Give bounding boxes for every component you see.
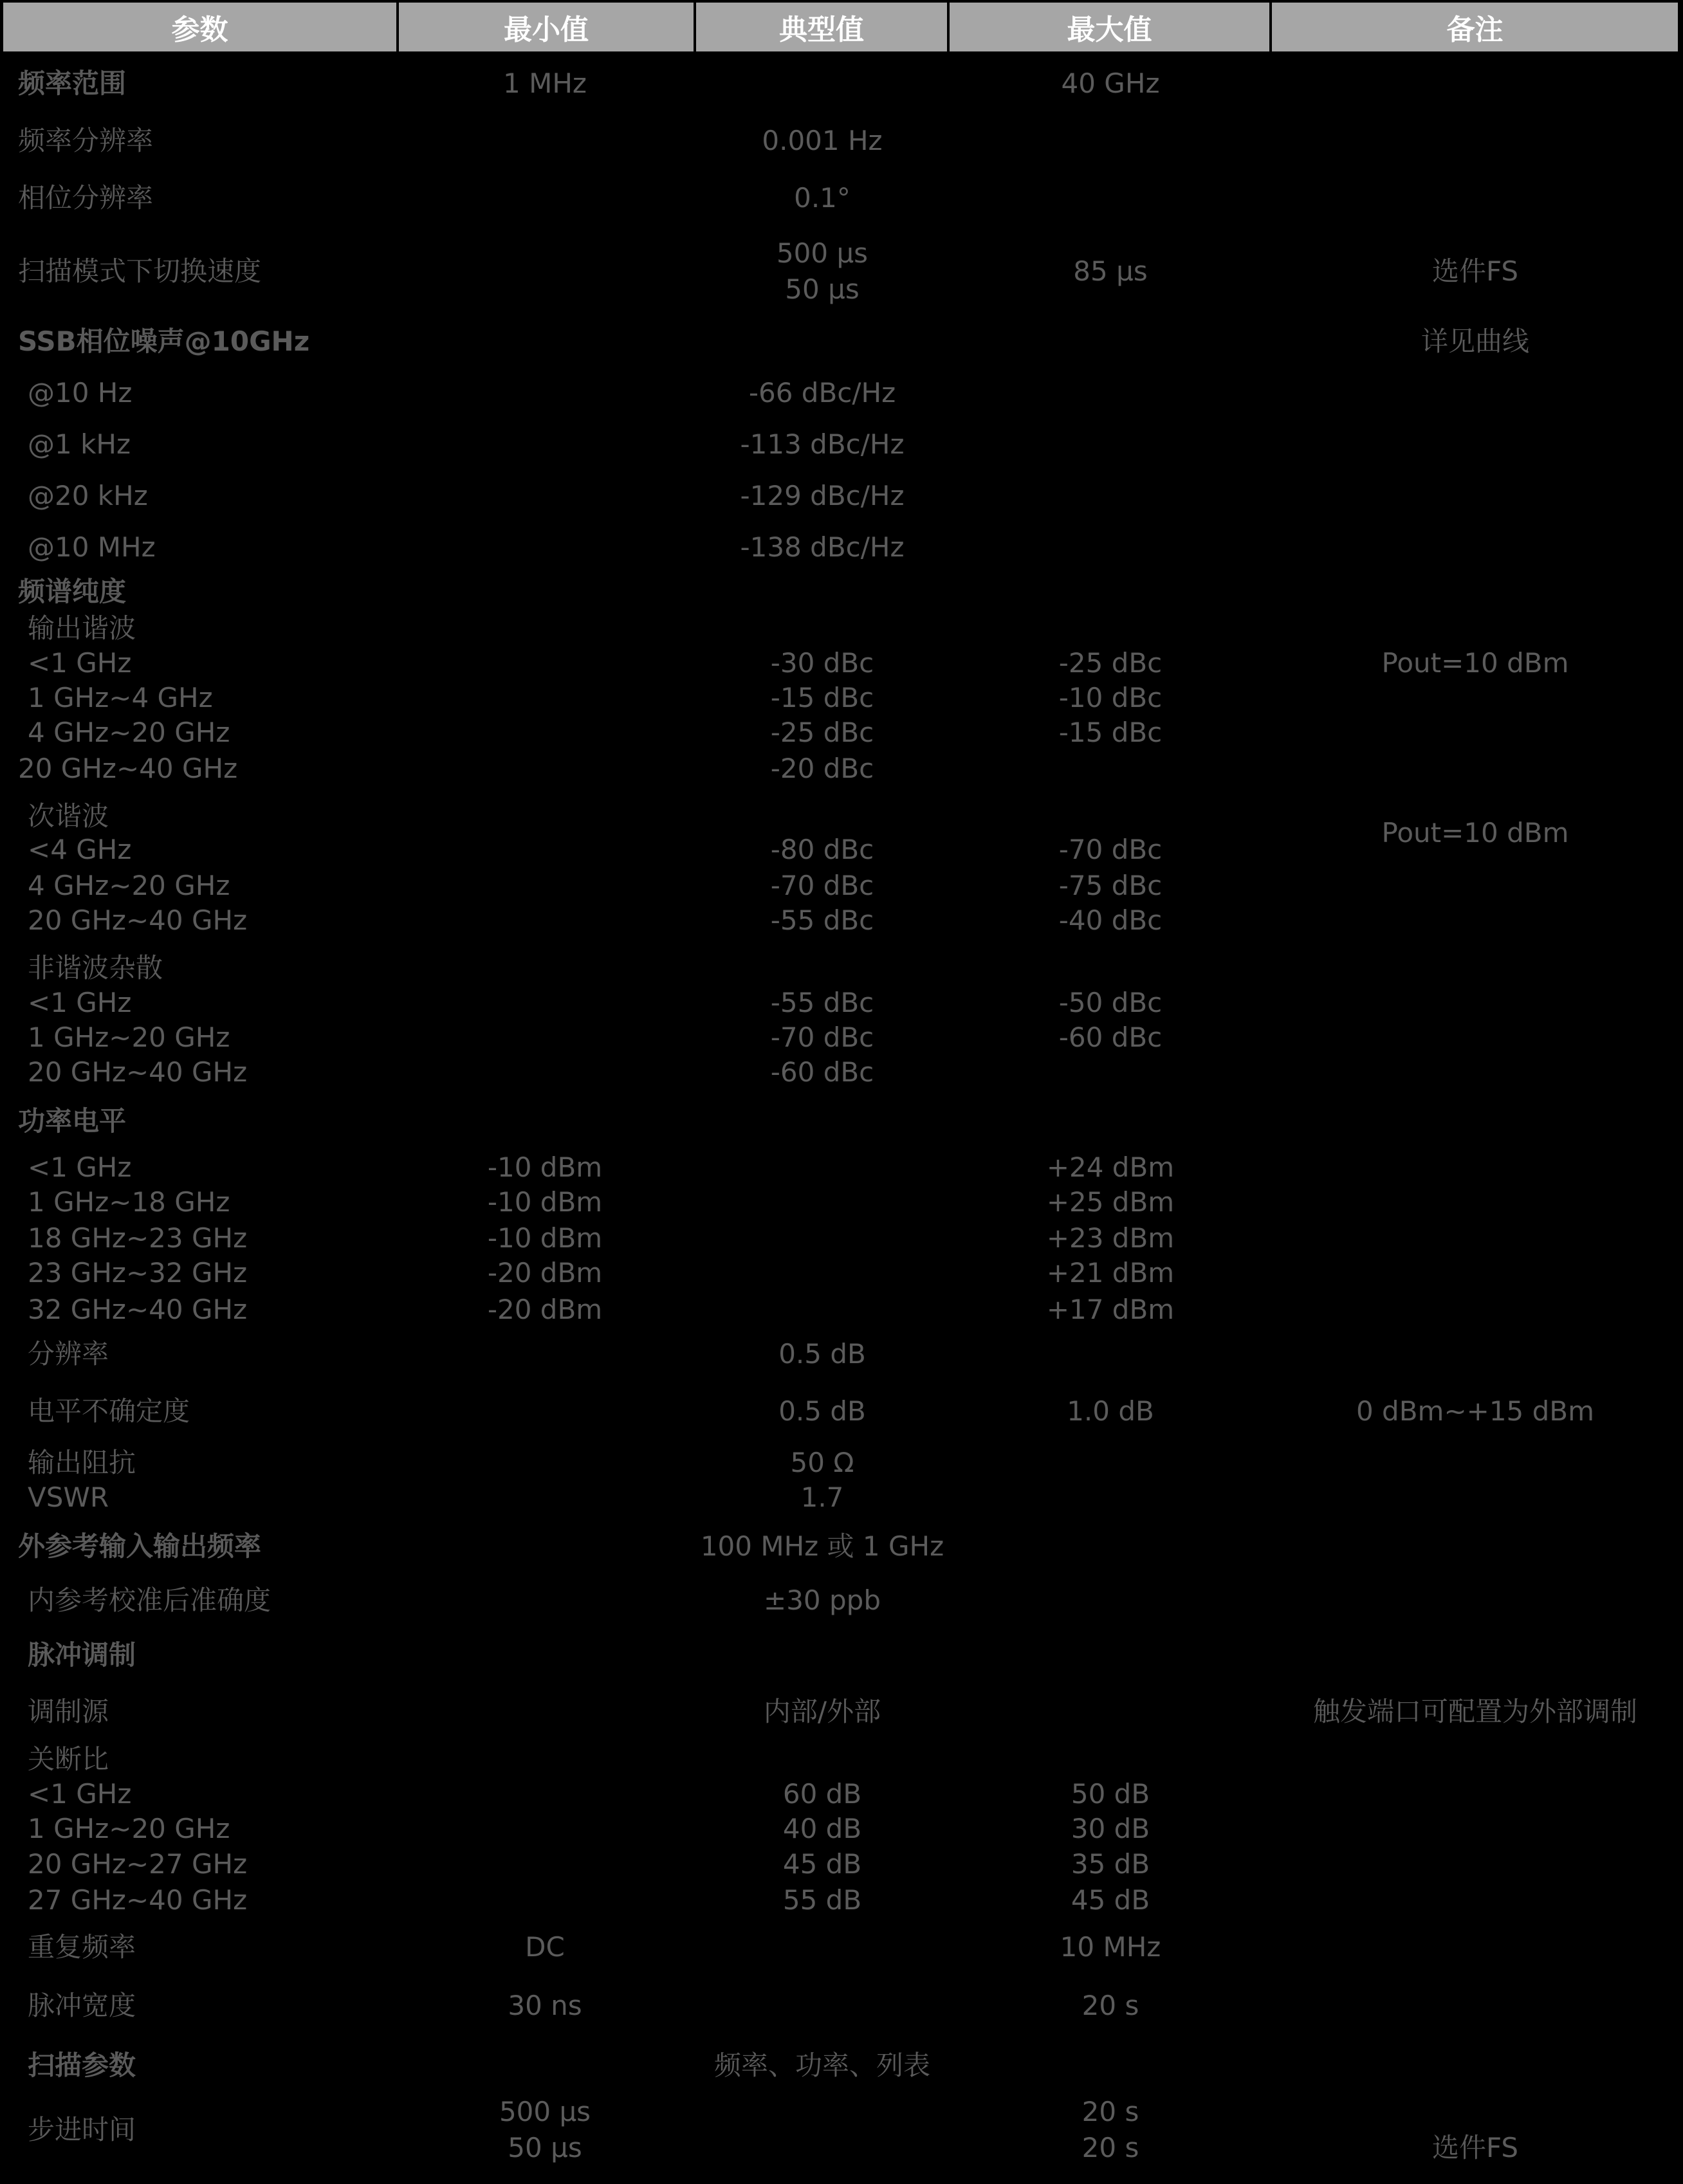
cell-typ: 0.001 Hz bbox=[762, 125, 883, 156]
param-label: 1 GHz~20 GHz bbox=[28, 1813, 230, 1844]
cell-max: -15 dBc bbox=[1058, 717, 1163, 748]
param-label: 频谱纯度 bbox=[18, 576, 127, 607]
param-label: 外参考输入输出频率 bbox=[18, 1530, 262, 1562]
param-label: 1 GHz~20 GHz bbox=[28, 1022, 230, 1053]
param-label: 32 GHz~40 GHz bbox=[28, 1294, 248, 1325]
cell-typ: 50 μs bbox=[785, 273, 860, 305]
cell-max: -50 dBc bbox=[1058, 987, 1163, 1018]
param-label: 1 GHz~18 GHz bbox=[28, 1186, 230, 1218]
param-label: <1 GHz bbox=[28, 1778, 132, 1810]
param-label: 脉冲调制 bbox=[28, 1639, 136, 1671]
cell-max: -40 dBc bbox=[1058, 904, 1163, 936]
param-label: 调制源 bbox=[28, 1696, 109, 1727]
param-label: 相位分辨率 bbox=[18, 182, 154, 214]
header-max: 最大值 bbox=[950, 3, 1269, 51]
cell-typ: 0.5 dB bbox=[778, 1395, 866, 1427]
cell-max: 45 dB bbox=[1071, 1884, 1150, 1916]
cell-max: -60 dBc bbox=[1058, 1022, 1163, 1053]
cell-typ: 40 dB bbox=[782, 1813, 862, 1844]
cell-typ: 45 dB bbox=[782, 1848, 862, 1880]
param-label: VSWR bbox=[28, 1482, 109, 1513]
param-label: 4 GHz~20 GHz bbox=[28, 870, 230, 901]
param-label: 20 GHz~40 GHz bbox=[18, 753, 238, 784]
cell-max: 50 dB bbox=[1071, 1778, 1150, 1810]
cell-max: -70 dBc bbox=[1058, 834, 1163, 865]
cell-typ: -20 dBc bbox=[770, 753, 874, 784]
cell-max: +17 dBm bbox=[1046, 1294, 1175, 1325]
cell-max: 30 dB bbox=[1071, 1813, 1150, 1844]
cell-note: 详见曲线 bbox=[1421, 326, 1530, 357]
param-label: 非谐波杂散 bbox=[28, 952, 163, 984]
param-label: 脉冲宽度 bbox=[28, 1990, 136, 2021]
cell-max: 40 GHz bbox=[1061, 68, 1160, 99]
cell-typ: 0.5 dB bbox=[778, 1338, 866, 1370]
cell-min: -10 dBm bbox=[487, 1222, 603, 1254]
cell-note: 选件FS bbox=[1431, 255, 1519, 287]
cell-typ: 0.1° bbox=[794, 182, 851, 214]
cell-max: +21 dBm bbox=[1046, 1257, 1175, 1289]
param-label: <1 GHz bbox=[28, 1152, 132, 1183]
param-label: SSB相位噪声@10GHz bbox=[18, 326, 310, 357]
param-label: 功率电平 bbox=[18, 1105, 127, 1137]
cell-typ: 1.7 bbox=[800, 1482, 844, 1513]
cell-note: 0 dBm~+15 dBm bbox=[1356, 1395, 1595, 1427]
cell-max: 10 MHz bbox=[1060, 1931, 1161, 1963]
param-label: 23 GHz~32 GHz bbox=[28, 1257, 248, 1289]
param-label: 1 GHz~4 GHz bbox=[28, 682, 213, 713]
param-label: 扫描模式下切换速度 bbox=[18, 255, 262, 287]
cell-typ: 55 dB bbox=[782, 1884, 862, 1916]
cell-min: 50 μs bbox=[508, 2132, 582, 2163]
header-param: 参数 bbox=[3, 3, 396, 51]
cell-min: DC bbox=[525, 1931, 565, 1963]
cell-max: -25 dBc bbox=[1058, 647, 1163, 679]
cell-max: +24 dBm bbox=[1046, 1152, 1175, 1183]
cell-max: +23 dBm bbox=[1046, 1222, 1175, 1254]
param-label: 18 GHz~23 GHz bbox=[28, 1222, 248, 1254]
cell-typ: -70 dBc bbox=[770, 870, 874, 901]
param-label: 分辨率 bbox=[28, 1338, 109, 1370]
param-label: 内参考校准后准确度 bbox=[28, 1584, 271, 1616]
cell-min: -10 dBm bbox=[487, 1152, 603, 1183]
cell-min: 500 μs bbox=[499, 2096, 591, 2127]
param-label: 20 GHz~27 GHz bbox=[28, 1848, 248, 1880]
cell-typ: 100 MHz 或 1 GHz bbox=[700, 1530, 944, 1562]
cell-min: 1 MHz bbox=[503, 68, 587, 99]
param-label: 4 GHz~20 GHz bbox=[28, 717, 230, 748]
param-label: 电平不确定度 bbox=[28, 1395, 190, 1427]
cell-max: 20 s bbox=[1081, 2132, 1139, 2163]
cell-typ: 60 dB bbox=[782, 1778, 862, 1810]
cell-typ: -60 dBc bbox=[770, 1056, 874, 1088]
cell-typ: -15 dBc bbox=[770, 682, 874, 713]
cell-typ: -55 dBc bbox=[770, 904, 874, 936]
cell-max: 1.0 dB bbox=[1067, 1395, 1154, 1427]
param-label: 扫描参数 bbox=[28, 2050, 136, 2081]
cell-min: -20 dBm bbox=[487, 1294, 603, 1325]
param-label: 重复频率 bbox=[28, 1931, 136, 1963]
cell-typ: -66 dBc/Hz bbox=[748, 377, 896, 408]
cell-note: Pout=10 dBm bbox=[1381, 647, 1569, 679]
cell-typ: ±30 ppb bbox=[764, 1584, 881, 1616]
cell-typ: -138 dBc/Hz bbox=[740, 531, 905, 563]
param-label: <1 GHz bbox=[28, 987, 132, 1018]
param-label: 27 GHz~40 GHz bbox=[28, 1884, 248, 1916]
cell-typ: -129 dBc/Hz bbox=[740, 480, 905, 511]
cell-typ: -30 dBc bbox=[770, 647, 874, 679]
param-label: 频率范围 bbox=[18, 68, 127, 99]
param-label: @1 kHz bbox=[28, 428, 131, 460]
param-label: 20 GHz~40 GHz bbox=[28, 1056, 248, 1088]
header-note: 备注 bbox=[1272, 3, 1678, 51]
param-label: @10 Hz bbox=[28, 377, 133, 408]
cell-max: -75 dBc bbox=[1058, 870, 1163, 901]
cell-typ: 频率、功率、列表 bbox=[713, 2050, 931, 2081]
param-label: <1 GHz bbox=[28, 647, 132, 679]
header-typ: 典型值 bbox=[696, 3, 947, 51]
cell-typ: 50 Ω bbox=[790, 1447, 854, 1478]
cell-typ: 内部/外部 bbox=[763, 1696, 881, 1727]
param-label: 关断比 bbox=[28, 1743, 109, 1775]
param-label: @20 kHz bbox=[28, 480, 148, 511]
param-label: 输出谐波 bbox=[28, 612, 136, 644]
param-label: 频率分辨率 bbox=[18, 125, 154, 156]
cell-typ: -80 dBc bbox=[770, 834, 874, 865]
cell-typ: -25 dBc bbox=[770, 717, 874, 748]
header-min: 最小值 bbox=[399, 3, 694, 51]
param-label: <4 GHz bbox=[28, 834, 132, 865]
cell-note: Pout=10 dBm bbox=[1381, 817, 1569, 849]
cell-min: 30 ns bbox=[508, 1990, 582, 2021]
cell-note: 触发端口可配置为外部调制 bbox=[1312, 1696, 1638, 1727]
param-label: @10 MHz bbox=[28, 531, 156, 563]
param-label: 次谐波 bbox=[28, 800, 109, 832]
cell-max: -10 dBc bbox=[1058, 682, 1163, 713]
param-label: 输出阻抗 bbox=[28, 1447, 136, 1478]
param-label: 20 GHz~40 GHz bbox=[28, 904, 248, 936]
cell-typ: 500 μs bbox=[776, 237, 869, 269]
cell-max: 20 s bbox=[1081, 2096, 1139, 2127]
cell-max: 35 dB bbox=[1071, 1848, 1150, 1880]
cell-typ: -113 dBc/Hz bbox=[740, 428, 905, 460]
cell-min: -20 dBm bbox=[487, 1257, 603, 1289]
cell-min: -10 dBm bbox=[487, 1186, 603, 1218]
cell-note: 选件FS bbox=[1431, 2132, 1519, 2163]
cell-max: +25 dBm bbox=[1046, 1186, 1175, 1218]
cell-max: 85 μs bbox=[1073, 255, 1148, 287]
cell-typ: -70 dBc bbox=[770, 1022, 874, 1053]
cell-typ: -55 dBc bbox=[770, 987, 874, 1018]
cell-max: 20 s bbox=[1081, 1990, 1139, 2021]
param-label: 步进时间 bbox=[28, 2114, 136, 2145]
